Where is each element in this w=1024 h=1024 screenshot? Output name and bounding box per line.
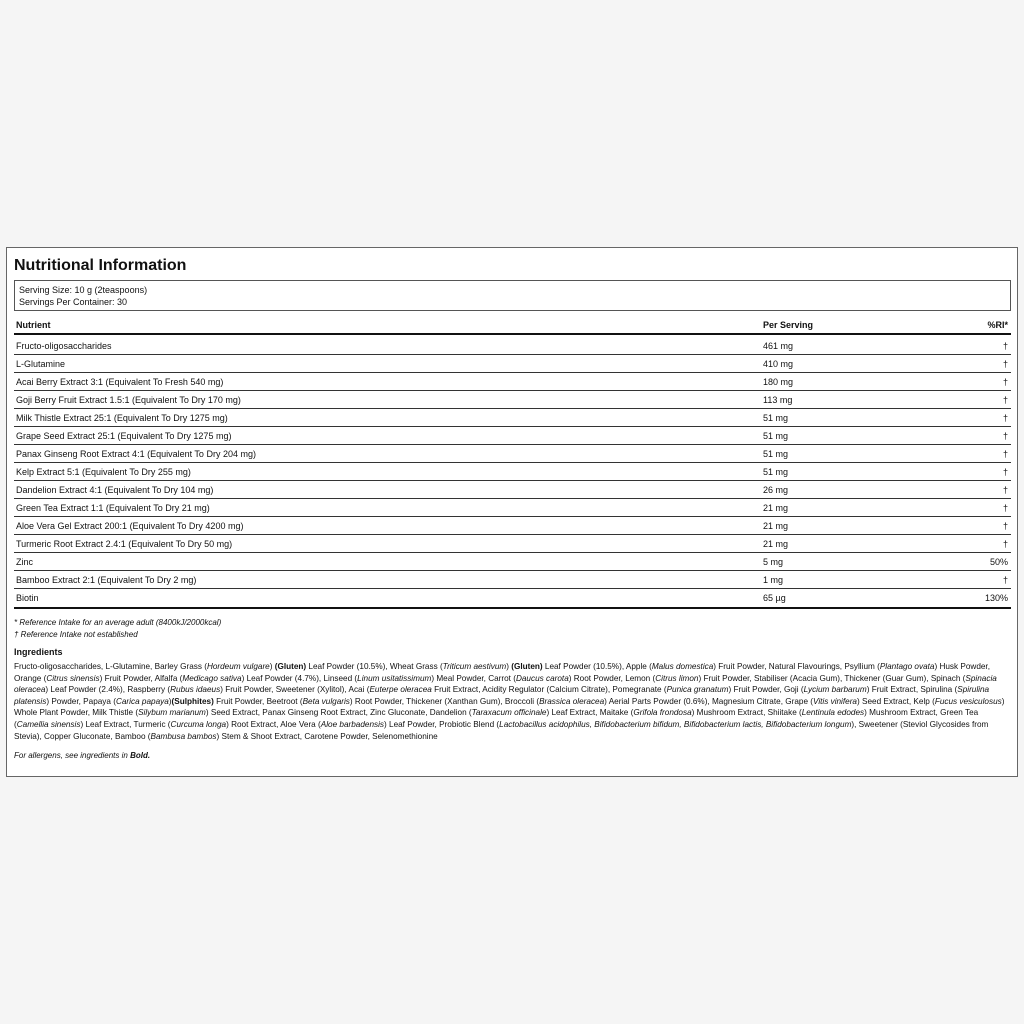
- latin-name: Lactobacillus acidophilus, Bifidobacterium bifidum, Bifidobacterium lactis, Bifidobacterium longum: [499, 719, 852, 729]
- footnotes: [14, 617, 221, 641]
- nutrient-name: Goji Berry Fruit Extract 1.5:1 (Equivalent To Dry 170 mg): [16, 395, 241, 405]
- nutrient-ri: †: [1002, 539, 1008, 549]
- table-row: [14, 589, 1011, 607]
- ingredient-text: ) Fruit Extract, Spirulina (: [866, 685, 958, 695]
- nutrient-amount: 26 mg: [763, 485, 789, 495]
- nutrient-ri: †: [1002, 485, 1008, 495]
- latin-name: Citrus sinensis: [46, 673, 100, 683]
- allergen-note-text: For allergens, see ingredients in: [14, 751, 131, 760]
- nutrient-name: Milk Thistle Extract 25:1 (Equivalent To Dry 1275 mg): [16, 413, 228, 423]
- allergen-highlight: (Sulphites): [171, 696, 214, 706]
- latin-name: Plantago ovata: [879, 662, 935, 671]
- table-row: [14, 427, 1011, 445]
- ingredient-text: ) Powder, Papaya (: [46, 696, 116, 706]
- latin-name: Beta vulgaris: [302, 696, 350, 706]
- latin-name: Daucus carota: [515, 673, 569, 683]
- latin-name: Spirulina platensis: [14, 685, 990, 706]
- serving-size: Serving Size: 10 g (2teaspoons): [19, 285, 148, 295]
- latin-name: Citrus limon: [655, 673, 699, 683]
- ingredient-text: ): [269, 662, 275, 671]
- allergen-highlight: (Gluten): [274, 662, 307, 671]
- ingredient-text: ) Leaf Powder (4.7%), Linseed (: [241, 673, 358, 683]
- nutrient-amount: 21 mg: [763, 539, 789, 549]
- nutrient-amount: 21 mg: [763, 521, 789, 531]
- latin-name: Spinacia oleracea: [14, 673, 997, 695]
- nutrient-ri: †: [1002, 341, 1008, 351]
- nutrient-name: Grape Seed Extract 25:1 (Equivalent To Dry 1275 mg): [16, 431, 232, 441]
- footnote-not-established: † Reference Intake not established: [14, 630, 138, 639]
- latin-name: Silybum marianum: [138, 708, 206, 718]
- ingredient-text: ) Stem & Shoot Extract, Carotene Powder, Selenomethionine: [216, 731, 438, 741]
- table-row: [14, 499, 1011, 517]
- latin-name: Malus domestica: [651, 662, 714, 671]
- allergen-note: [14, 751, 150, 760]
- latin-name: Triticum aestivum: [442, 662, 507, 671]
- table-row: [14, 481, 1011, 499]
- nutrient-amount: 113 mg: [763, 395, 793, 405]
- nutrient-amount: 180 mg: [763, 377, 794, 387]
- latin-name: Rubus idaeus: [170, 685, 221, 695]
- ingredient-text: ) Mushroom Extract, Green Tea (: [14, 708, 979, 729]
- ingredient-text: ) Fruit Powder, Sweetener (Xylitol), Acai (: [220, 685, 370, 695]
- nutrient-name: Turmeric Root Extract 2.4:1 (Equivalent To Dry 50 mg): [16, 539, 233, 549]
- table-row: [14, 373, 1011, 391]
- allergen-note-bold: Bold.: [130, 751, 151, 760]
- ingredient-text: ), Sweetener (Steviol Glycosides from Stevia), Copper Gluconate, Bamboo (: [14, 719, 989, 741]
- ingredient-text: Leaf Powder (10.5%), Apple (: [542, 662, 652, 671]
- table-row: [14, 355, 1011, 373]
- nutrient-name: Bamboo Extract 2:1 (Equivalent To Dry 2 mg): [16, 575, 197, 585]
- nutrient-amount: 1 mg: [763, 575, 784, 585]
- ingredient-text: ) Root Powder, Thickener (Xanthan Gum), Broccoli (: [349, 696, 540, 706]
- nutrient-ri: †: [1002, 395, 1008, 405]
- header-per-serving: Per Serving: [763, 320, 814, 330]
- latin-name: Euterpe oleracea: [369, 685, 432, 695]
- header-ri: %RI*: [987, 320, 1008, 330]
- latin-name: Vitis vinifera: [813, 696, 857, 706]
- table-row: [14, 535, 1011, 553]
- footnote-reference-intake: * Reference Intake for an average adult (8400kJ/2000kcal): [14, 618, 222, 627]
- nutrient-amount: 21 mg: [763, 503, 789, 513]
- nutrient-name: Green Tea Extract 1:1 (Equivalent To Dry 21 mg): [16, 503, 210, 513]
- table-row: [14, 553, 1011, 571]
- nutrient-amount: 461 mg: [763, 341, 794, 351]
- nutrient-ri: †: [1002, 431, 1008, 441]
- nutrient-ri: †: [1002, 467, 1008, 477]
- ingredient-text: ) Leaf Extract, Turmeric (: [80, 719, 171, 729]
- servings-per-container: Servings Per Container: 30: [19, 297, 128, 307]
- ingredient-text: Fruit Powder, Beetroot (: [213, 696, 303, 706]
- nutrient-amount: 51 mg: [763, 431, 789, 441]
- header-nutrient: Nutrient: [16, 320, 51, 330]
- table-header: [14, 320, 1011, 335]
- allergen-highlight: (Gluten): [511, 662, 543, 671]
- nutrient-ri: †: [1002, 377, 1008, 387]
- latin-name: Medicago sativa: [182, 673, 242, 683]
- latin-name: Hordeum vulgare: [206, 662, 270, 671]
- nutrient-ri: 50%: [989, 557, 1008, 567]
- table-row: [14, 463, 1011, 481]
- ingredients-heading: Ingredients: [14, 647, 63, 657]
- ingredient-text: Leaf Powder (10.5%), Wheat Grass (: [306, 662, 443, 671]
- ingredients-text: [14, 661, 1012, 742]
- ingredient-text: ) Fruit Powder, Goji (: [728, 685, 804, 695]
- nutrient-name: Panax Ginseng Root Extract 4:1 (Equivalent To Dry 204 mg): [16, 449, 256, 459]
- nutrient-table-body: [14, 337, 1011, 609]
- table-row: [14, 391, 1011, 409]
- nutrient-amount: 51 mg: [763, 449, 789, 459]
- nutrient-name: L-Glutamine: [16, 359, 66, 369]
- nutrient-amount: 65 µg: [763, 593, 786, 603]
- latin-name: Aloe barbadensis: [320, 719, 385, 729]
- nutrient-name: Dandelion Extract 4:1 (Equivalent To Dry 104 mg): [16, 485, 214, 495]
- nutrient-name: Kelp Extract 5:1 (Equivalent To Dry 255 mg): [16, 467, 191, 477]
- ingredient-text: Fructo-oligosaccharides, L-Glutamine, Barley Grass (: [14, 662, 207, 671]
- nutrient-amount: 5 mg: [763, 557, 784, 567]
- ingredient-text: ): [168, 696, 172, 706]
- ingredient-text: ) Mushroom Extract, Shiitake (: [691, 708, 802, 718]
- latin-name: Lentinula edodes: [801, 708, 865, 718]
- latin-name: Brassica oleracea: [539, 696, 605, 706]
- nutrient-ri: †: [1002, 521, 1008, 531]
- ingredient-text: ) Fruit Powder, Natural Flavourings, Psyllium (: [713, 662, 880, 671]
- nutrient-ri: †: [1002, 413, 1008, 423]
- ingredient-text: ) Leaf Powder, Probiotic Blend (: [384, 719, 500, 729]
- table-row: [14, 517, 1011, 535]
- latin-name: Camellia sinensis: [16, 719, 81, 729]
- latin-name: Grifola frondosa: [633, 708, 692, 718]
- ingredient-text: ) Seed Extract, Kelp (: [857, 696, 935, 706]
- latin-name: Linum usitatissimum: [357, 673, 432, 683]
- ingredient-text: ) Leaf Powder (2.4%), Raspberry (: [45, 685, 171, 695]
- table-row: [14, 571, 1011, 589]
- nutrient-ri: †: [1002, 503, 1008, 513]
- nutrient-name: Zinc: [16, 557, 34, 567]
- ingredient-text: ) Fruit Powder, Stabiliser (Acacia Gum), Thickener (Guar Gum), Spinach (: [698, 673, 966, 683]
- nutrient-name: Biotin: [16, 593, 39, 603]
- nutrient-amount: 51 mg: [763, 413, 789, 423]
- ingredient-text: Fruit Extract, Acidity Regulator (Calcium Citrate), Pomegranate (: [431, 685, 667, 695]
- nutrient-name: Aloe Vera Gel Extract 200:1 (Equivalent To Dry 4200 mg): [16, 521, 244, 531]
- latin-name: Punica granatum: [666, 685, 729, 695]
- table-row: [14, 409, 1011, 427]
- nutrient-name: Acai Berry Extract 3:1 (Equivalent To Fresh 540 mg): [16, 377, 224, 387]
- nutrition-panel: [6, 247, 1018, 777]
- page-title: Nutritional Information: [14, 257, 187, 274]
- latin-name: Bambusa bambos: [150, 731, 217, 741]
- table-row: [14, 445, 1011, 463]
- ingredient-text: ) Leaf Extract, Maitake (: [546, 708, 634, 718]
- latin-name: Taraxacum officinale: [471, 708, 547, 718]
- nutrient-ri: †: [1002, 359, 1008, 369]
- ingredient-text: ) Seed Extract, Panax Ginseng Root Extract, Zinc Gluconate, Dandelion (: [205, 708, 472, 718]
- ingredient-text: ): [506, 662, 512, 671]
- latin-name: Lycium barbarum: [803, 685, 867, 695]
- serving-info-box: [14, 280, 1011, 311]
- latin-name: Fucus vesiculosus: [934, 696, 1002, 706]
- nutrient-amount: 410 mg: [763, 359, 794, 369]
- ingredient-text: ) Husk Powder, Orange (: [14, 662, 990, 683]
- latin-name: Carica papaya: [115, 696, 169, 706]
- ingredient-text: ) Root Powder, Lemon (: [568, 673, 656, 683]
- nutrient-ri: †: [1002, 575, 1008, 585]
- ingredient-text: ) Meal Powder, Carrot (: [431, 673, 516, 683]
- ingredient-text: ) Fruit Powder, Alfalfa (: [99, 673, 183, 683]
- nutrient-name: Fructo-oligosaccharides: [16, 341, 112, 351]
- ingredient-text: ) Aerial Parts Powder (0.6%), Magnesium Citrate, Grape (: [604, 696, 813, 706]
- table-row: [14, 337, 1011, 355]
- nutrient-amount: 51 mg: [763, 467, 789, 477]
- nutrient-ri: 130%: [984, 593, 1008, 603]
- ingredient-text: ) Root Extract, Aloe Vera (: [226, 719, 321, 729]
- nutrient-ri: †: [1002, 449, 1008, 459]
- latin-name: Curcuma longa: [170, 719, 227, 729]
- ingredient-text: ) Whole Plant Powder, Milk Thistle (: [14, 696, 1005, 718]
